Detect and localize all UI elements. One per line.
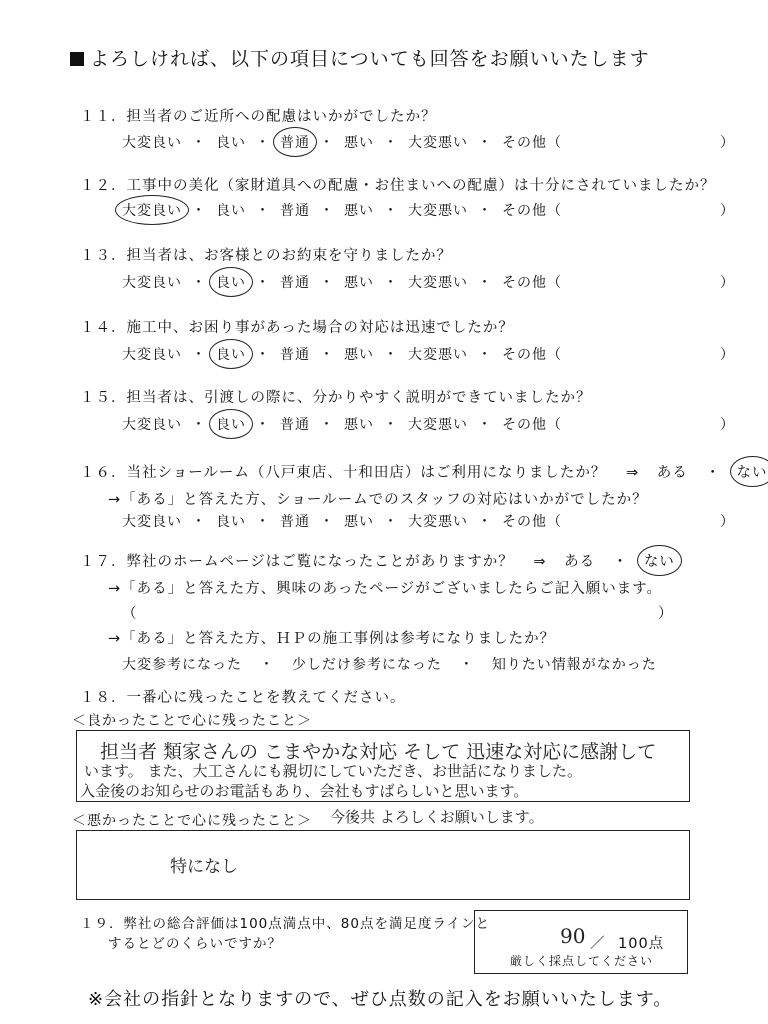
answer-yes: ある	[564, 554, 596, 570]
option: その他（	[502, 417, 562, 433]
option: 良い	[216, 135, 246, 151]
question-19-line-2: するとどのくらいですか？	[108, 936, 282, 952]
arrow-icon: ⇒	[533, 554, 547, 570]
handwritten-line-3: 入金後のお知らせのお電話もあり、会社もすばらしいと思います。	[80, 782, 529, 800]
close-paren: ）	[720, 203, 735, 219]
separator: ・	[705, 465, 721, 481]
answer-yes: ある	[656, 465, 688, 481]
footer-note: ※会社の指針となりますので、ぜひ点数の記入をお願いいたします。	[88, 989, 673, 1010]
separator: ・	[477, 347, 493, 363]
separator: ・	[319, 347, 335, 363]
option-selected: 普通	[280, 132, 310, 152]
page-title	[70, 44, 650, 71]
separator: ・	[191, 203, 207, 219]
separator: ・	[255, 514, 271, 530]
arrow-icon: ⇒	[626, 465, 640, 481]
option: 大変良い	[122, 417, 182, 433]
option: 大変悪い	[408, 514, 468, 530]
question-12: １２．工事中の美化（家財道具への配慮・お住まいへの配慮）は十分にされていましたか？	[80, 178, 716, 194]
separator: ・	[319, 135, 335, 151]
option: 普通	[280, 203, 310, 219]
separator: ・	[191, 275, 207, 291]
separator: ・	[477, 514, 493, 530]
bad-memory-label: ＜悪かったことで心に残ったこと＞	[72, 813, 312, 829]
close-paren: ）	[720, 275, 735, 291]
separator: ・	[191, 347, 207, 363]
option: 普通	[280, 514, 310, 530]
question-11: １１．担当者のご近所への配慮はいかがでしたか？	[80, 109, 437, 125]
separator: ・	[459, 657, 475, 673]
handwritten-line-2: います。 また、大工さんにも親切にしていただき、お世話になりました。	[84, 762, 582, 780]
option: 大変良い	[122, 275, 182, 291]
separator: ・	[477, 275, 493, 291]
answer-no-selected: ない	[644, 550, 675, 571]
separator: ・	[191, 417, 207, 433]
option: その他（	[502, 135, 562, 151]
options-17	[122, 654, 657, 674]
option-very-helpful: 大変参考になった	[122, 657, 242, 673]
options-14	[122, 344, 735, 364]
separator: ・	[255, 417, 271, 433]
score-slash: ／	[590, 936, 606, 952]
options-12	[122, 200, 735, 220]
answer-no-selected: ない	[737, 461, 768, 482]
options-15	[122, 414, 735, 434]
close-paren: ）	[658, 606, 674, 622]
separator: ・	[319, 417, 335, 433]
option: 大変悪い	[408, 203, 468, 219]
option: 大変良い	[122, 135, 182, 151]
option: その他（	[502, 347, 562, 363]
option: 大変良い	[122, 514, 182, 530]
square-bullet-icon	[70, 52, 84, 66]
separator: ・	[255, 275, 271, 291]
option: その他（	[502, 514, 562, 530]
option-not-found: 知りたい情報がなかった	[491, 657, 657, 673]
options-16	[122, 511, 735, 531]
option: 良い	[216, 514, 246, 530]
option: その他（	[502, 203, 562, 219]
separator: ・	[383, 203, 399, 219]
option: 普通	[280, 347, 310, 363]
close-paren: ）	[720, 135, 735, 151]
separator: ・	[319, 275, 335, 291]
separator: ・	[259, 657, 275, 673]
handwritten-bad-text: 特になし	[170, 857, 238, 877]
option: 悪い	[344, 275, 374, 291]
option: 悪い	[344, 203, 374, 219]
separator: ・	[383, 514, 399, 530]
close-paren: ）	[720, 514, 735, 530]
question-14: １４．施工中、お困り事があった場合の対応は迅速でしたか？	[80, 320, 514, 336]
question-19-line-1: １９．弊社の総合評価は100点満点中、80点を満足度ラインと	[80, 916, 491, 932]
option: 良い	[216, 203, 246, 219]
bad-memory-box	[76, 830, 690, 900]
score-note: 厳しく採点してください	[510, 954, 654, 968]
score-max: 100点	[618, 936, 665, 952]
option: 普通	[280, 275, 310, 291]
option: その他（	[502, 275, 562, 291]
option: 大変悪い	[408, 275, 468, 291]
option-selected: 大変良い	[122, 200, 182, 220]
separator: ・	[319, 514, 335, 530]
separator: ・	[383, 347, 399, 363]
question-18: １８．一番心に残ったことを教えてください。	[80, 690, 406, 706]
good-memory-label: ＜良かったことで心に残ったこと＞	[72, 713, 312, 729]
options-13	[122, 272, 735, 292]
handwritten-line-1: 担当者 類家さんの こまやかな対応 そして 迅速な対応に感謝して	[100, 741, 657, 763]
question-17-followup-1: →「ある」と答えた方、興味のあったページがございましたらご記入願います。	[108, 581, 663, 597]
option: 悪い	[344, 514, 374, 530]
handwritten-score: 90	[560, 924, 586, 948]
options-11	[122, 132, 735, 152]
separator: ・	[477, 417, 493, 433]
question-15: １５．担当者は、引渡しの際に、分かりやすく説明ができていましたか？	[80, 390, 592, 406]
separator: ・	[612, 554, 629, 570]
separator: ・	[191, 514, 207, 530]
option: 大変良い	[122, 347, 182, 363]
separator: ・	[477, 203, 493, 219]
separator: ・	[191, 135, 207, 151]
question-16-followup: →「ある」と答えた方、ショールームでのスタッフの対応はいかがでしたか？	[108, 492, 648, 508]
option-selected: 良い	[216, 272, 246, 292]
option: 普通	[280, 417, 310, 433]
option-selected: 良い	[216, 344, 246, 364]
option: 大変悪い	[408, 135, 468, 151]
option: 大変悪い	[408, 347, 468, 363]
option-selected: 良い	[216, 414, 246, 434]
separator: ・	[319, 203, 335, 219]
handwritten-side-note: 今後共 よろしくお願いします。	[330, 808, 544, 826]
separator: ・	[383, 417, 399, 433]
option: 大変悪い	[408, 417, 468, 433]
separator: ・	[255, 135, 271, 151]
separator: ・	[477, 135, 493, 151]
question-16-text: １６．当社ショールーム（八戸東店、十和田店）はご利用になりましたか？	[80, 465, 607, 481]
separator: ・	[383, 275, 399, 291]
separator: ・	[255, 347, 271, 363]
question-17-followup-2: →「ある」と答えた方、ＨＰの施工事例は参考になりましたか？	[108, 631, 556, 647]
question-16	[80, 461, 768, 482]
question-13: １３．担当者は、お客様とのお約束を守りましたか？	[80, 248, 452, 264]
title-text: よろしければ、以下の項目についても回答をお願いいたします	[90, 48, 650, 70]
open-paren: （	[122, 606, 138, 622]
option: 悪い	[344, 347, 374, 363]
separator: ・	[255, 203, 271, 219]
close-paren: ）	[720, 347, 735, 363]
separator: ・	[383, 135, 399, 151]
option: 悪い	[344, 417, 374, 433]
option: 悪い	[344, 135, 374, 151]
option-slightly-helpful: 少しだけ参考になった	[291, 657, 442, 673]
question-17-text: １７．弊社のホームページはご覧になったことがありますか？	[80, 554, 514, 570]
question-17	[80, 550, 675, 571]
close-paren: ）	[720, 417, 735, 433]
